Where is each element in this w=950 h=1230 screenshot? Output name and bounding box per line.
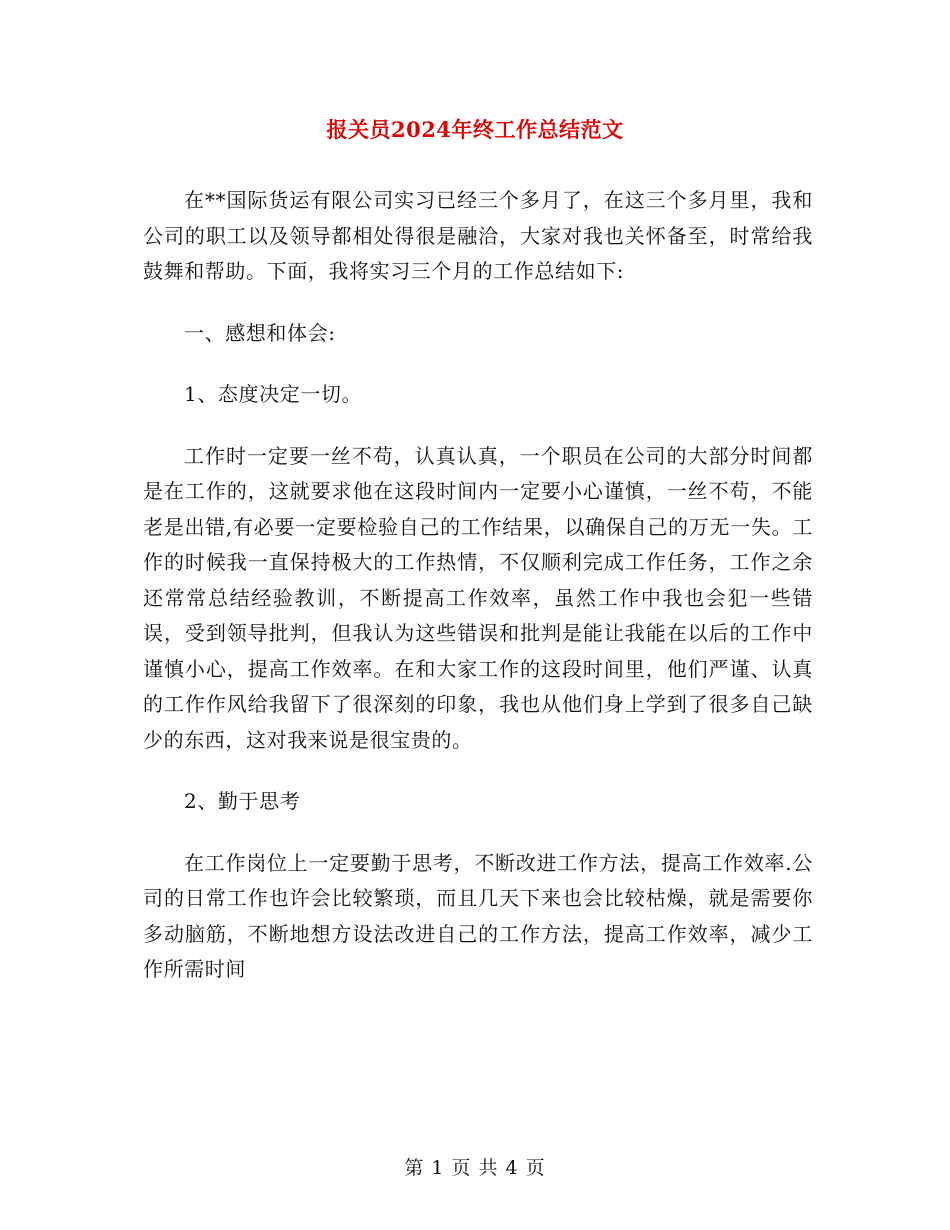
page-number-footer: 第 1 页 共 4 页 — [404, 1157, 546, 1179]
paragraph-thinking: 在工作岗位上一定要勤于思考，不断改进工作方法，提高工作效率.公司的日常工作也许会比较繁琐，而且几天下来也会比较枯燥，就是需要你多动脑筋，不断地想方设法改进自己的工作方法，提高工作效率，减少工作所需时间 — [143, 850, 813, 981]
subheading-attitude: 1、态度决定一切。 — [184, 382, 363, 406]
paragraph-intro: 在**国际货运有限公司实习已经三个多月了，在这三个多月里，我和公司的职工以及领导都相处得很是融洽，大家对我也关怀备至，时常给我鼓舞和帮助。下面，我将实习三个月的工作总结如下: — [143, 188, 813, 283]
section-heading-feelings: 一、感想和体会: — [184, 320, 336, 345]
paragraph-attitude: 工作时一定要一丝不苟，认真认真，一个职员在公司的大部分时间都是在工作的，这就要求他在这段时间内一定要小心谨慎，一丝不苟，不能老是出错,有必要一定要检验自己的工作结果，以确保自己的万无一失。工作的时候我一直保持极大的工作热情，不仅顺利完成工作任务，工作之余还常常总结经验教训，不断提高工作效率，虽然工作中我也会犯一些错误，受到领导批判，但我认为这些错误和批判是能让我能在以后的工作中谨慎小心，提高工作效率。在和大家工作的这段时间里，他们严谨、认真的工作作风给我留下了很深刻的印象，我也从他们身上学到了很多自己缺少的东西，这对我来说是很宝贵的。 — [143, 443, 813, 752]
document-title: 报关员2024年终工作总结范文 — [326, 117, 624, 142]
subheading-thinking: 2、勤于思考 — [184, 789, 301, 813]
document-body — [143, 183, 813, 1014]
